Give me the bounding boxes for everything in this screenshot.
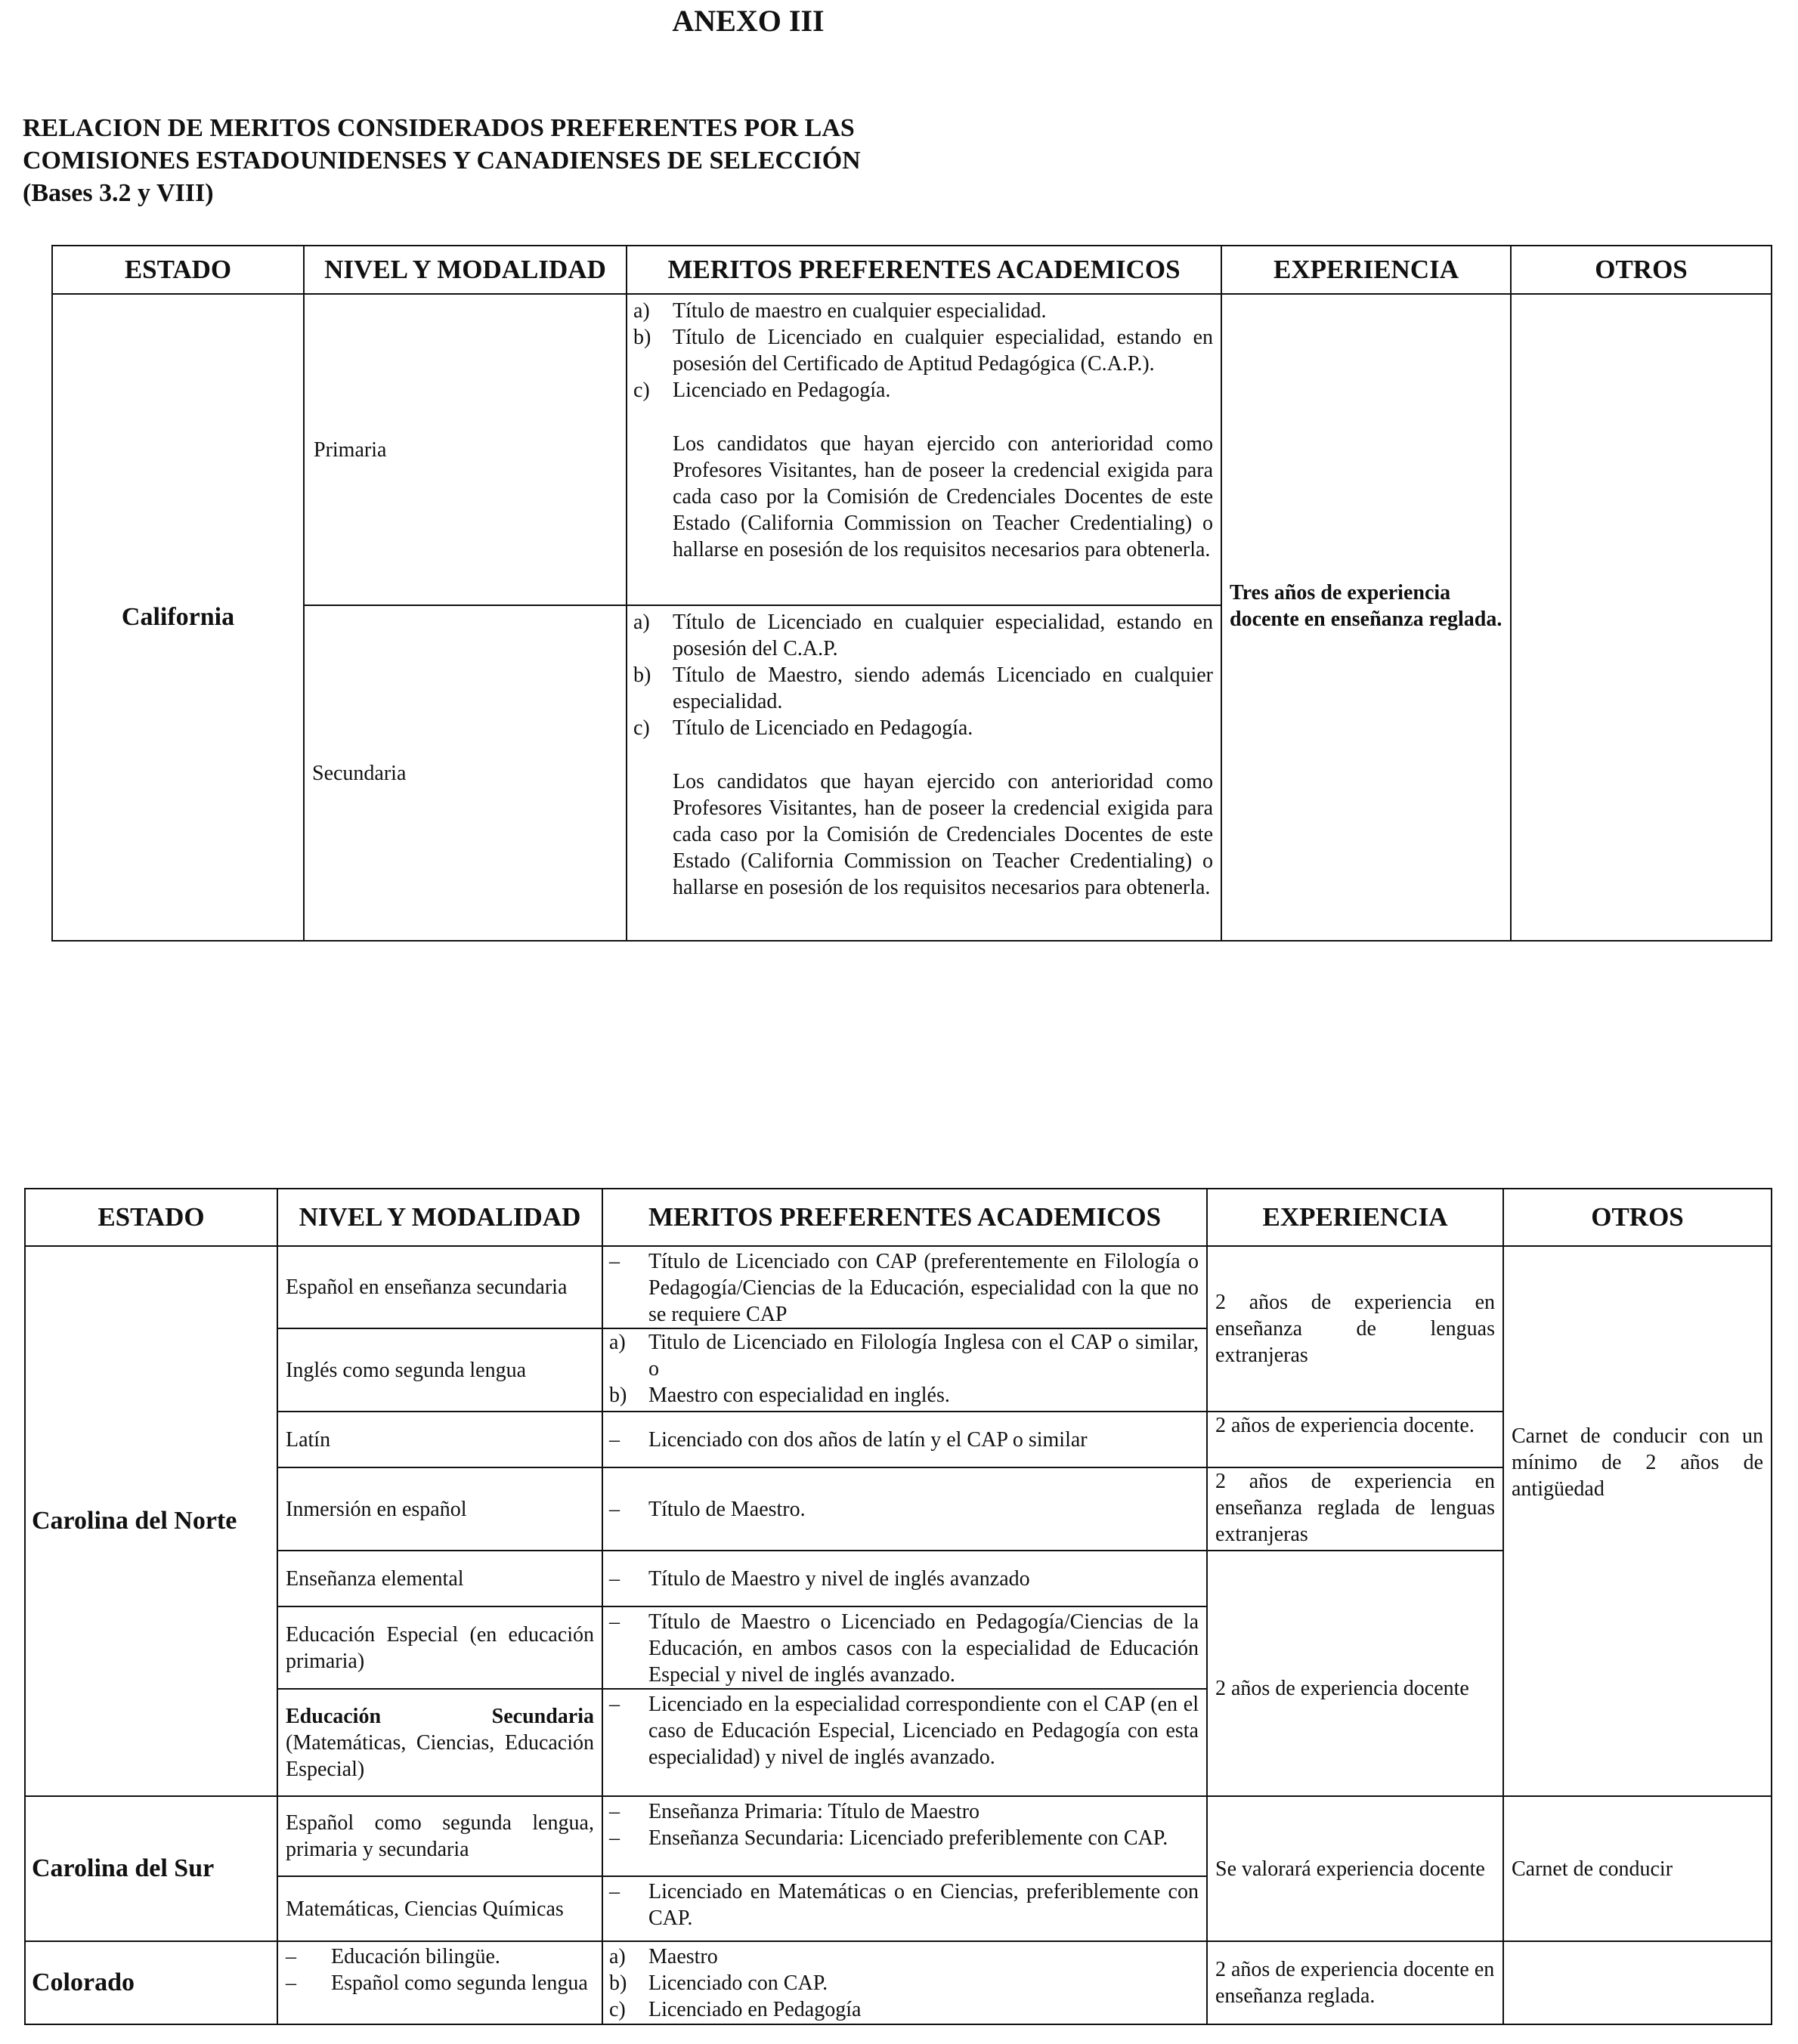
- table-row: [25, 1796, 1772, 1876]
- merits-cell: [602, 1606, 1207, 1689]
- list-item: – Licenciado en la especialidad correspondiente con el CAP (en el caso de Educación Especial, Licenciado en Pedagogía con esta especialidad) y nivel de inglés avanzado.: [609, 1693, 1199, 1769]
- list-item: – Título de Maestro o Licenciado en Pedagogía/Ciencias de la Educación, en ambos casos con la especialidad de Educación Especial y nivel de inglés avanzado.: [609, 1610, 1199, 1687]
- header-meritos: MERITOS PREFERENTES ACADEMICOS: [602, 1189, 1207, 1246]
- table-california: [51, 245, 1772, 942]
- level-colorado: [277, 1941, 602, 2024]
- merits-cell: [602, 1328, 1207, 1412]
- others-colorado: [1503, 1941, 1772, 2024]
- experience-reglada-lenguas: 2 años de experiencia en enseñanza reglada de lenguas extranjeras: [1207, 1467, 1503, 1551]
- list-item: b) Título de Maestro, siendo además Licenciado en cualquier especialidad.: [633, 663, 1213, 713]
- list-item: c) Licenciado en Pedagogía: [609, 1998, 862, 2021]
- list-item: b) Licenciado con CAP.: [609, 1971, 828, 1995]
- header-otros: OTROS: [1511, 246, 1772, 294]
- table-row: [25, 1246, 1772, 1328]
- header-row: [25, 1189, 1772, 1246]
- list-item: b) Título de Licenciado en cualquier especialidad, estando en posesión del Certificado de Aptitud Pedagógica (C.A.P.).: [633, 326, 1213, 376]
- list-item: a) Titulo de Licenciado en Filología Inglesa con el CAP o similar, o: [609, 1331, 1199, 1381]
- list-item: – Licenciado con dos años de latín y el CAP o similar: [609, 1427, 1088, 1452]
- header-estado: ESTADO: [52, 246, 304, 294]
- header-experiencia: EXPERIENCIA: [1207, 1189, 1503, 1246]
- header-row: [52, 246, 1772, 294]
- list-item: c) Licenciado en Pedagogía.: [633, 379, 891, 402]
- header-experiencia: EXPERIENCIA: [1221, 246, 1511, 294]
- header-nivel: NIVEL Y MODALIDAD: [304, 246, 627, 294]
- subtitle-line-3: (Bases 3.2 y VIII): [23, 179, 214, 207]
- list-item: – Español como segunda lengua: [286, 1971, 588, 1995]
- level-matematicas: Matemáticas, Ciencias Químicas: [277, 1876, 602, 1941]
- level-espanol-segunda: Español como segunda lengua, primaria y secundaria: [277, 1796, 602, 1876]
- state-carolina-sur: Carolina del Sur: [25, 1796, 277, 1941]
- subtitle-line-2: COMISIONES ESTADOUNIDENSES Y CANADIENSES DE SELECCIÓN: [23, 147, 861, 175]
- credential-note: Los candidatos que hayan ejercido con anterioridad como Profesores Visitantes, han de poseer la credencial exigida para cada caso por la Comisión de Credenciales Docentes de este Estado (California Commission on Teacher Credentialing) o hallarse en posesión de los requisitos necesarios para obtenerla.: [673, 432, 1213, 561]
- annex-title: ANEXO III: [672, 4, 825, 38]
- others-carolina-norte: Carnet de conducir con un mínimo de 2 años de antigüedad: [1503, 1246, 1772, 1796]
- experience-docente-2: 2 años de experiencia docente: [1207, 1551, 1503, 1796]
- experience-colorado: 2 años de experiencia docente en enseñanza reglada.: [1207, 1941, 1503, 2024]
- table-row: [52, 294, 1772, 605]
- list-item: – Título de Maestro.: [609, 1497, 806, 1521]
- list-item: b) Maestro con especialidad en inglés.: [609, 1384, 950, 1407]
- level-secundaria: Secundaria: [304, 605, 627, 941]
- state-carolina-norte: Carolina del Norte: [25, 1246, 277, 1796]
- list-item: – Enseñanza Secundaria: Licenciado preferiblemente con CAP.: [609, 1826, 1168, 1850]
- merits-cell: [602, 1551, 1207, 1606]
- merits-cell: [602, 1876, 1207, 1941]
- others-carolina-sur: Carnet de conducir: [1503, 1796, 1772, 1941]
- header-estado: ESTADO: [25, 1189, 277, 1246]
- merits-cell: [602, 1796, 1207, 1876]
- experience-carolina-sur: Se valorará experiencia docente: [1207, 1796, 1503, 1941]
- list-item: a) Título de maestro en cualquier especialidad.: [633, 299, 1047, 323]
- table-carolinas-colorado: [24, 1188, 1772, 2025]
- level-inmersion: Inmersión en español: [277, 1467, 602, 1551]
- list-item: – Enseñanza Primaria: Título de Maestro: [609, 1800, 980, 1823]
- level-latin: Latín: [277, 1412, 602, 1467]
- merits-cell: [602, 1467, 1207, 1551]
- merits-cell: [602, 1412, 1207, 1467]
- merits-cell: [602, 1941, 1207, 2024]
- header-meritos: MERITOS PREFERENTES ACADEMICOS: [627, 246, 1221, 294]
- merits-primaria: [627, 294, 1221, 605]
- experience-docente: 2 años de experiencia docente.: [1207, 1412, 1503, 1467]
- level-elemental: Enseñanza elemental: [277, 1551, 602, 1606]
- merits-cell: [602, 1689, 1207, 1796]
- level-educacion-secundaria: Educación Secundaria (Matemáticas, Ciencias, Educación Especial): [277, 1689, 602, 1796]
- merits-secundaria: [627, 605, 1221, 941]
- header-otros: OTROS: [1503, 1189, 1772, 1246]
- list-item: a) Título de Licenciado en cualquier especialidad, estando en posesión del C.A.P.: [633, 611, 1213, 660]
- level-espanol-secundaria: Español en enseñanza secundaria: [277, 1246, 602, 1328]
- subtitle-line-1: RELACION DE MERITOS CONSIDERADOS PREFERENTES POR LAS: [23, 114, 855, 142]
- table-row: [25, 1941, 1772, 2024]
- state-colorado: Colorado: [25, 1941, 277, 2024]
- level-educacion-especial: Educación Especial (en educación primaria): [277, 1606, 602, 1689]
- level-primaria: Primaria: [304, 294, 627, 605]
- experience-lenguas: 2 años de experiencia en enseñanza de lenguas extranjeras: [1207, 1246, 1503, 1412]
- credential-note: Los candidatos que hayan ejercido con anterioridad como Profesores Visitantes, han de poseer la credencial exigida para cada caso por la Comisión de Credenciales Docentes de este Estado (California Commission on Teacher Credentialing) o hallarse en posesión de los requisitos necesarios para obtenerla.: [673, 770, 1213, 899]
- list-item: – Licenciado en Matemáticas o en Ciencias, preferiblemente con CAP.: [609, 1880, 1199, 1930]
- document-subtitle: [23, 112, 861, 209]
- list-item: – Título de Maestro y nivel de inglés avanzado: [609, 1566, 1030, 1591]
- level-ingles: Inglés como segunda lengua: [277, 1328, 602, 1412]
- others-california: [1511, 294, 1772, 941]
- list-item: – Título de Licenciado con CAP (preferentemente en Filología o Pedagogía/Ciencias de la Educación, especialidad con la que no se requiere CAP: [609, 1250, 1199, 1326]
- list-item: c) Título de Licenciado en Pedagogía.: [633, 716, 973, 740]
- experience-california: Tres años de experiencia docente en enseñanza reglada.: [1221, 294, 1511, 941]
- merits-cell: [602, 1246, 1207, 1328]
- state-california: California: [52, 294, 304, 941]
- list-item: a) Maestro: [609, 1945, 718, 1968]
- header-nivel: NIVEL Y MODALIDAD: [277, 1189, 602, 1246]
- list-item: – Educación bilingüe.: [286, 1945, 500, 1968]
